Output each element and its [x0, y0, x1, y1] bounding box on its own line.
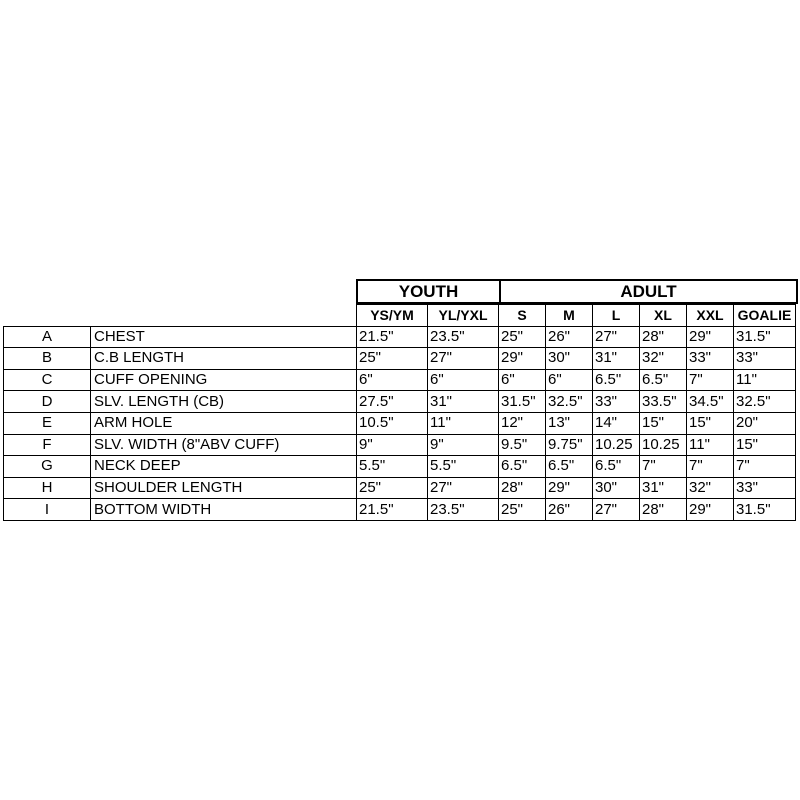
measurement-value: 28" [640, 326, 687, 348]
size-column-header: XXL [687, 305, 734, 327]
measurement-value: 13" [546, 412, 593, 434]
measurement-value: 28" [499, 477, 546, 499]
table-row [4, 326, 796, 348]
measurement-value: 31" [428, 391, 499, 413]
measurement-value: 33" [734, 348, 796, 370]
measurement-value: 12" [499, 412, 546, 434]
table-row [4, 348, 796, 370]
measurement-code: H [4, 477, 91, 499]
measurement-value: 9" [428, 434, 499, 456]
measurement-value: 32.5" [546, 391, 593, 413]
measurement-value: 6.5" [593, 456, 640, 478]
table-row [4, 477, 796, 499]
measurement-value: 10.5" [357, 412, 428, 434]
measurement-value: 6" [428, 369, 499, 391]
measurement-code: C [4, 369, 91, 391]
table-row [4, 369, 796, 391]
measurement-code: D [4, 391, 91, 413]
measurement-value: 11" [428, 412, 499, 434]
measurement-value: 27" [593, 499, 640, 521]
measurement-value: 29" [687, 326, 734, 348]
measurement-value: 33.5" [640, 391, 687, 413]
measurement-code: B [4, 348, 91, 370]
measurement-value: 31.5" [734, 326, 796, 348]
measurement-value: 15" [687, 412, 734, 434]
size-column-header: XL [640, 305, 687, 327]
measurement-value: 7" [734, 456, 796, 478]
measurement-value: 30" [546, 348, 593, 370]
adult-group-header: ADULT [499, 279, 798, 304]
measurement-value: 33" [687, 348, 734, 370]
measurement-value: 15" [640, 412, 687, 434]
size-column-header: GOALIE [734, 305, 796, 327]
measurement-label: SLV. LENGTH (CB) [91, 391, 357, 413]
measurement-code: F [4, 434, 91, 456]
measurement-value: 25" [357, 348, 428, 370]
measurement-label: NECK DEEP [91, 456, 357, 478]
measurement-value: 9.5" [499, 434, 546, 456]
measurement-value: 31" [640, 477, 687, 499]
measurement-value: 29" [546, 477, 593, 499]
measurement-value: 25" [499, 499, 546, 521]
size-column-header: YL/YXL [428, 305, 499, 327]
measurement-value: 21.5" [357, 326, 428, 348]
measurement-value: 6.5" [499, 456, 546, 478]
measurement-value: 29" [687, 499, 734, 521]
size-column-header: YS/YM [357, 305, 428, 327]
measurement-value: 33" [734, 477, 796, 499]
measurement-value: 29" [499, 348, 546, 370]
measurement-value: 27" [593, 326, 640, 348]
table-row [4, 456, 796, 478]
measurement-value: 28" [640, 499, 687, 521]
measurement-value: 14" [593, 412, 640, 434]
measurement-value: 25" [357, 477, 428, 499]
measurement-value: 32.5" [734, 391, 796, 413]
measurement-value: 5.5" [428, 456, 499, 478]
measurement-label: C.B LENGTH [91, 348, 357, 370]
measurement-value: 6.5" [593, 369, 640, 391]
measurement-value: 15" [734, 434, 796, 456]
measurement-value: 9" [357, 434, 428, 456]
measurement-value: 11" [734, 369, 796, 391]
measurement-value: 23.5" [428, 326, 499, 348]
measurement-value: 32" [640, 348, 687, 370]
measurement-label: SLV. WIDTH (8"ABV CUFF) [91, 434, 357, 456]
measurement-value: 26" [546, 499, 593, 521]
measurement-value: 32" [687, 477, 734, 499]
measurement-value: 5.5" [357, 456, 428, 478]
measurement-value: 31.5" [499, 391, 546, 413]
measurement-value: 31.5" [734, 499, 796, 521]
measurement-value: 34.5" [687, 391, 734, 413]
measurement-value: 25" [499, 326, 546, 348]
measurement-value: 6" [357, 369, 428, 391]
measurement-value: 6" [546, 369, 593, 391]
measurement-value: 6.5" [640, 369, 687, 391]
table-row [4, 499, 796, 521]
measurement-value: 27.5" [357, 391, 428, 413]
measurement-value: 7" [687, 369, 734, 391]
measurement-value: 31" [593, 348, 640, 370]
measurement-value: 9.75" [546, 434, 593, 456]
table-row [4, 412, 796, 434]
measurement-label: CHEST [91, 326, 357, 348]
size-column-header: M [546, 305, 593, 327]
size-table-body [4, 326, 796, 520]
measurement-value: 27" [428, 477, 499, 499]
measurement-value: 23.5" [428, 499, 499, 521]
measurement-code: A [4, 326, 91, 348]
measurement-value: 11" [687, 434, 734, 456]
size-chart-table [3, 304, 796, 521]
measurement-code: I [4, 499, 91, 521]
measurement-value: 10.25 [640, 434, 687, 456]
measurement-value: 33" [593, 391, 640, 413]
size-column-header: L [593, 305, 640, 327]
measurement-value: 7" [687, 456, 734, 478]
measurement-value: 10.25 [593, 434, 640, 456]
size-header-row [4, 305, 796, 327]
measurement-label: ARM HOLE [91, 412, 357, 434]
measurement-value: 21.5" [357, 499, 428, 521]
measurement-value: 27" [428, 348, 499, 370]
table-row [4, 434, 796, 456]
measurement-value: 7" [640, 456, 687, 478]
measurement-value: 26" [546, 326, 593, 348]
measurement-value: 30" [593, 477, 640, 499]
size-column-header: S [499, 305, 546, 327]
table-row [4, 391, 796, 413]
measurement-value: 20" [734, 412, 796, 434]
measurement-label: CUFF OPENING [91, 369, 357, 391]
youth-group-header: YOUTH [356, 279, 501, 304]
measurement-value: 6.5" [546, 456, 593, 478]
measurement-label: BOTTOM WIDTH [91, 499, 357, 521]
measurement-value: 6" [499, 369, 546, 391]
measurement-code: E [4, 412, 91, 434]
measurement-code: G [4, 456, 91, 478]
measurement-label: SHOULDER LENGTH [91, 477, 357, 499]
